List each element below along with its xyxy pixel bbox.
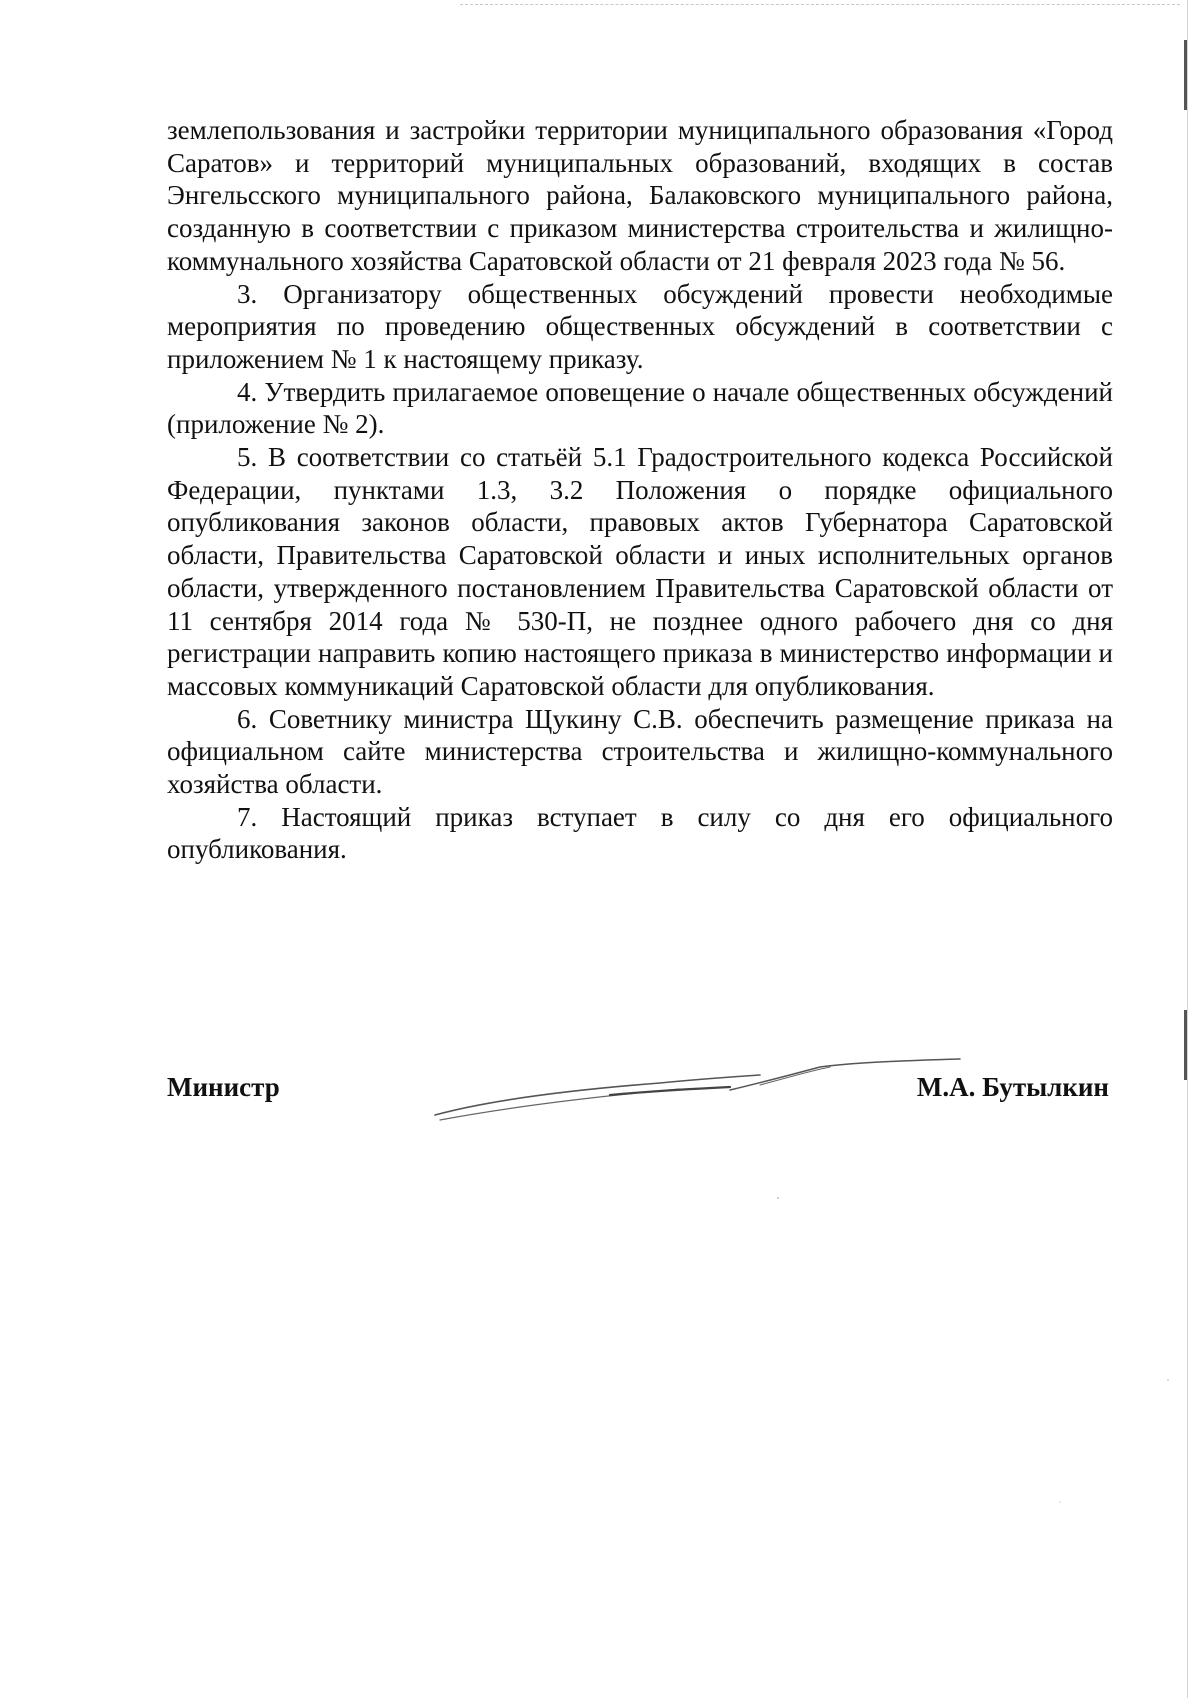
signatory-name: М.А. Бутылкин xyxy=(916,1072,1109,1102)
scan-edge-right xyxy=(1187,0,1188,1698)
scan-mark xyxy=(1184,40,1187,110)
scan-speck xyxy=(1059,1501,1060,1502)
paragraph-item-4: 4. Утвердить прилагаемое оповещение о начале общественных обсуждений (приложение № 2). xyxy=(167,376,1113,440)
scan-speck xyxy=(1167,1379,1168,1380)
scan-speck xyxy=(777,1197,779,1199)
signatory-title: Министр xyxy=(167,1072,280,1102)
paragraph-item-7: 7. Настоящий приказ вступает в силу со дня его официального опубликования. xyxy=(167,801,1113,865)
paragraph-item-6: 6. Советнику министра Щукину С.В. обеспечить размещение приказа на официальном сайте министерства строительства и жилищно-коммунального хозяйства области. xyxy=(167,703,1113,800)
document-body xyxy=(167,114,1113,866)
scan-edge-top xyxy=(460,4,1180,5)
paragraph-continuation: землепользования и застройки территории муниципального образования «Город Саратов» и территорий муниципальных образований, входящих в состав Энгельсского муниципального района, Балаковского муниципального района, созданную в соответствии с приказом министерства строительства и жилищно-коммунального хозяйства Саратовской области от 21 февраля 2023 года № 56. xyxy=(167,115,1113,276)
scan-mark xyxy=(1184,1010,1187,1080)
paragraph-item-5: 5. В соответствии со статьёй 5.1 Градостроительного кодекса Российской Федерации, пунктами 1.3, 3.2 Положения о порядке официального опубликования законов области, правовых актов Губернатора Саратовской области, Правительства Саратовской области и иных исполнительных органов области, утвержденного постановлением Правительства Саратовской области от 11 сентября 2014 года № 530-П, не позднее одного рабочего дня со дня регистрации направить копию настоящего приказа в министерство информации и массовых коммуникаций Саратовской области для опубликования. xyxy=(167,442,1113,701)
signature-block xyxy=(167,1070,1113,1120)
paragraph-item-3: 3. Организатору общественных обсуждений провести необходимые мероприятия по проведению общественных обсуждений в соответствии с приложением № 1 к настоящему приказу. xyxy=(167,278,1113,374)
